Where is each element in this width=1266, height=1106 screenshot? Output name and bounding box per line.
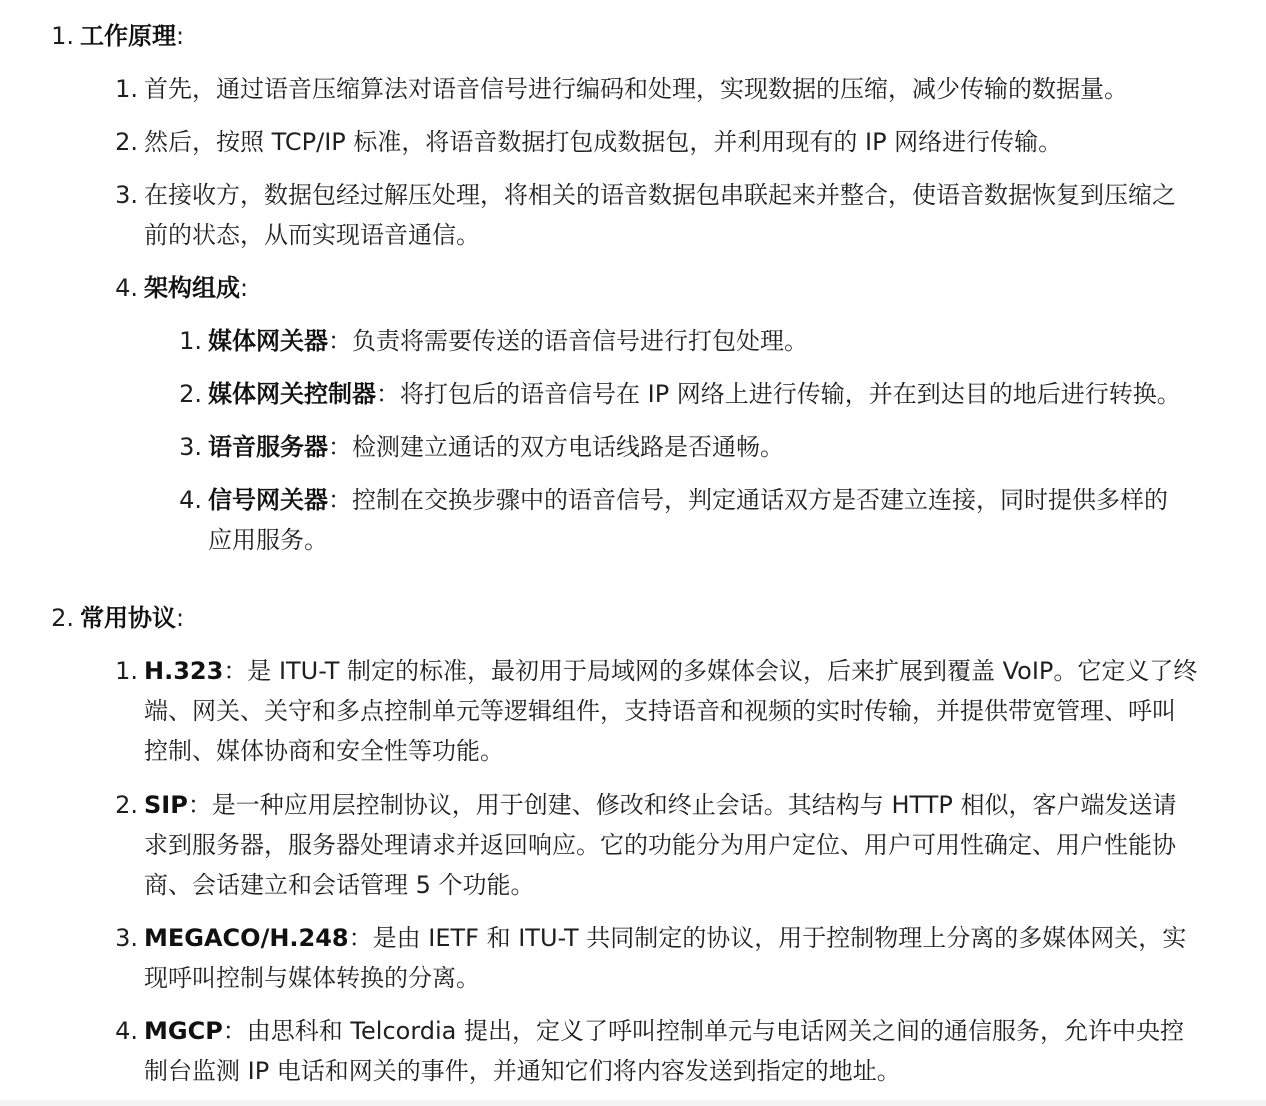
item-text: 端、网关、关守和多点控制单元等逻辑组件，支持语音和视频的实时传输，并提供带宽管理、呼叫	[144, 697, 1176, 725]
item-term: MGCP	[144, 1017, 223, 1045]
item-text: ：是由 IETF 和 ITU-T 共同制定的协议，用于控制物理上分离的多媒体网关，实	[348, 924, 1187, 952]
list-number: 2.	[115, 791, 138, 819]
list-number: 1.	[115, 75, 138, 103]
list-number: 4.	[179, 486, 202, 514]
item-text: ：由思科和 Telcordia 提出，定义了呼叫控制单元与电话网关之间的通信服务，允许中央控	[222, 1017, 1185, 1045]
item-term: 信号网关器	[208, 486, 328, 514]
item-text: 前的状态，从而实现语音通信。	[144, 221, 480, 249]
item-term: 语音服务器	[208, 433, 328, 461]
item-text: ：是 ITU-T 制定的标准，最初用于局域网的多媒体会议，后来扩展到覆盖 VoIP。它定义了终	[223, 657, 1198, 685]
item-title: 架构组成	[144, 274, 240, 302]
item-text: 首先，通过语音压缩算法对语音信号进行编码和处理，实现数据的压缩，减少传输的数据量。	[144, 75, 1128, 103]
list-number: 1.	[179, 327, 202, 355]
item-text: 现呼叫控制与媒体转换的分离。	[144, 964, 480, 992]
item-term: MEGACO/H.248	[144, 924, 349, 952]
item-term: 媒体网关器	[208, 327, 328, 355]
section-title: 工作原理	[80, 22, 176, 50]
item-text: ：是一种应用层控制协议，用于创建、修改和终止会话。其结构与 HTTP 相似，客户端发送请	[187, 791, 1177, 819]
section-title: 常用协议	[80, 604, 176, 632]
list-number: 2.	[51, 604, 74, 632]
item-term: 媒体网关控制器	[208, 380, 376, 408]
item-text: 求到服务器，服务器处理请求并返回响应。它的功能分为用户定位、用户可用性确定、用户性能协	[144, 831, 1176, 859]
list-number: 3.	[115, 181, 138, 209]
list-number: 3.	[115, 924, 138, 952]
item-text: ：检测建立通话的双方电话线路是否通畅。	[328, 433, 784, 461]
item-text: ：将打包后的语音信号在 IP 网络上进行传输，并在到达目的地后进行转换。	[376, 380, 1181, 408]
item-term: SIP	[144, 791, 188, 819]
item-term: H.323	[144, 657, 224, 685]
bottom-divider	[0, 1100, 1266, 1106]
list-number: 4.	[115, 274, 138, 302]
list-number: 3.	[179, 433, 202, 461]
list-number: 1.	[115, 657, 138, 685]
list-number: 2.	[179, 380, 202, 408]
list-number: 4.	[115, 1017, 138, 1045]
item-text: 在接收方，数据包经过解压处理，将相关的语音数据包串联起来并整合，使语音数据恢复到压缩之	[144, 181, 1176, 209]
list-number: 1.	[51, 22, 74, 50]
item-text: 应用服务。	[208, 526, 328, 554]
item-text: 商、会话建立和会话管理 5 个功能。	[144, 871, 535, 899]
item-text: 控制、媒体协商和安全性等功能。	[144, 737, 504, 765]
item-text: ：负责将需要传送的语音信号进行打包处理。	[328, 327, 808, 355]
item-text: ：控制在交换步骤中的语音信号，判定通话双方是否建立连接，同时提供多样的	[328, 486, 1168, 514]
list-number: 2.	[115, 128, 138, 156]
item-text: 然后，按照 TCP/IP 标准，将语音数据打包成数据包，并利用现有的 IP 网络进行传输。	[144, 128, 1063, 156]
item-text: 制台监测 IP 电话和网关的事件，并通知它们将内容发送到指定的地址。	[144, 1057, 901, 1085]
